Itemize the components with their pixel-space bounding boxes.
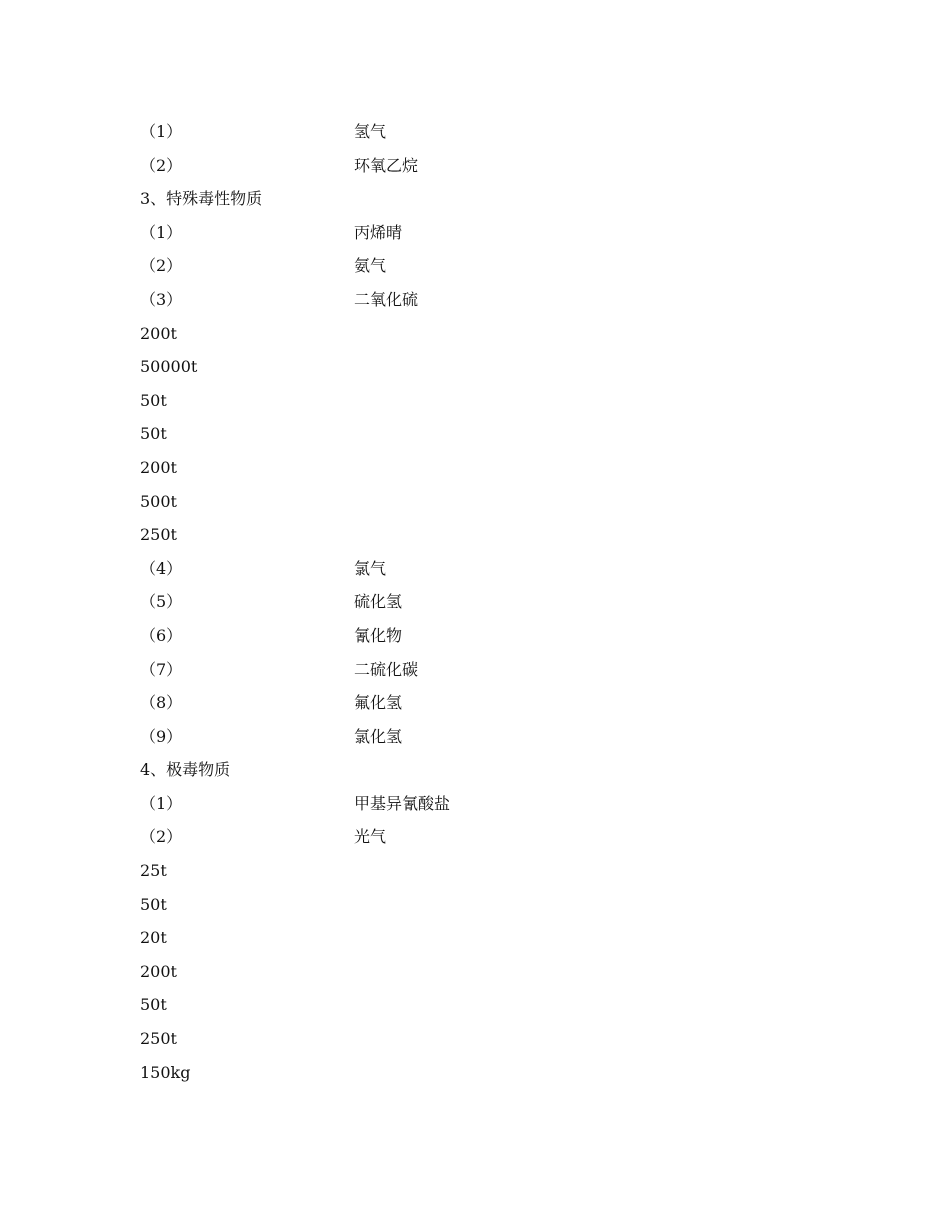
quantity-line [140, 451, 840, 485]
item-label: （2） [140, 155, 183, 175]
quantity-value: 250t [140, 1029, 177, 1049]
quantity-line [140, 854, 840, 888]
quantity-value: 20t [140, 928, 167, 948]
substance-name: 氢气 [354, 122, 387, 141]
substance-name: 氯气 [354, 558, 387, 578]
item-label: （2） [140, 827, 183, 847]
item-label: （8） [140, 693, 183, 713]
item-label: （1） [140, 222, 183, 242]
quantity-value: 50t [140, 894, 167, 914]
substance-name: 硫化氢 [354, 592, 403, 612]
quantity-value: 200t [140, 457, 177, 477]
quantity-value: 200t [140, 961, 177, 981]
text-line [140, 653, 840, 687]
substance-name: 环氧乙烷 [354, 155, 419, 175]
quantity-line [140, 921, 840, 955]
quantity-value: 50t [140, 424, 167, 444]
text-line [140, 552, 840, 586]
substance-name: 氨气 [354, 256, 387, 276]
quantity-value: 200t [140, 323, 177, 343]
quantity-value: 50t [140, 390, 167, 410]
section-title: 4、极毒物质 [140, 760, 231, 780]
text-line [140, 787, 840, 821]
quantity-line [140, 518, 840, 552]
quantity-value: 500t [140, 491, 177, 511]
document-body [140, 115, 840, 1089]
item-label: （1） [140, 793, 183, 813]
item-label: （2） [140, 256, 183, 276]
quantity-line [140, 988, 840, 1022]
text-line [140, 283, 840, 317]
item-label: （4） [140, 558, 183, 578]
item-label: （5） [140, 592, 183, 612]
quantity-line [140, 350, 840, 384]
quantity-value: 25t [140, 861, 167, 881]
quantity-value: 250t [140, 525, 177, 545]
text-line [140, 720, 840, 754]
section-heading [140, 182, 840, 216]
substance-name: 氯化氢 [354, 726, 403, 746]
quantity-line [140, 1056, 840, 1090]
quantity-line [140, 1022, 840, 1056]
substance-name: 二硫化碳 [354, 659, 419, 679]
item-label: （9） [140, 726, 183, 746]
substance-name: 甲基异氰酸盐 [354, 793, 451, 813]
quantity-line [140, 417, 840, 451]
substance-name: 二氧化硫 [354, 289, 419, 309]
item-label: （1） [140, 122, 183, 141]
quantity-line [140, 888, 840, 922]
quantity-line [140, 955, 840, 989]
quantity-line [140, 317, 840, 351]
quantity-value: 50t [140, 995, 167, 1015]
item-label: （7） [140, 659, 183, 679]
text-line [140, 216, 840, 250]
section-title: 3、特殊毒性物质 [140, 189, 263, 209]
item-label: （6） [140, 625, 183, 645]
quantity-line [140, 485, 840, 519]
text-line [140, 115, 840, 149]
substance-name: 光气 [354, 827, 387, 847]
section-heading [140, 753, 840, 787]
item-label: （3） [140, 289, 183, 309]
text-line [140, 249, 840, 283]
text-line [140, 619, 840, 653]
quantity-value: 50000t [140, 357, 198, 377]
substance-name: 氟化氢 [354, 693, 403, 713]
text-line [140, 820, 840, 854]
text-line [140, 686, 840, 720]
substance-name: 丙烯晴 [354, 222, 403, 242]
substance-name: 氰化物 [354, 625, 403, 645]
quantity-value: 150kg [140, 1062, 191, 1082]
text-line [140, 585, 840, 619]
text-line [140, 149, 840, 183]
quantity-line [140, 384, 840, 418]
